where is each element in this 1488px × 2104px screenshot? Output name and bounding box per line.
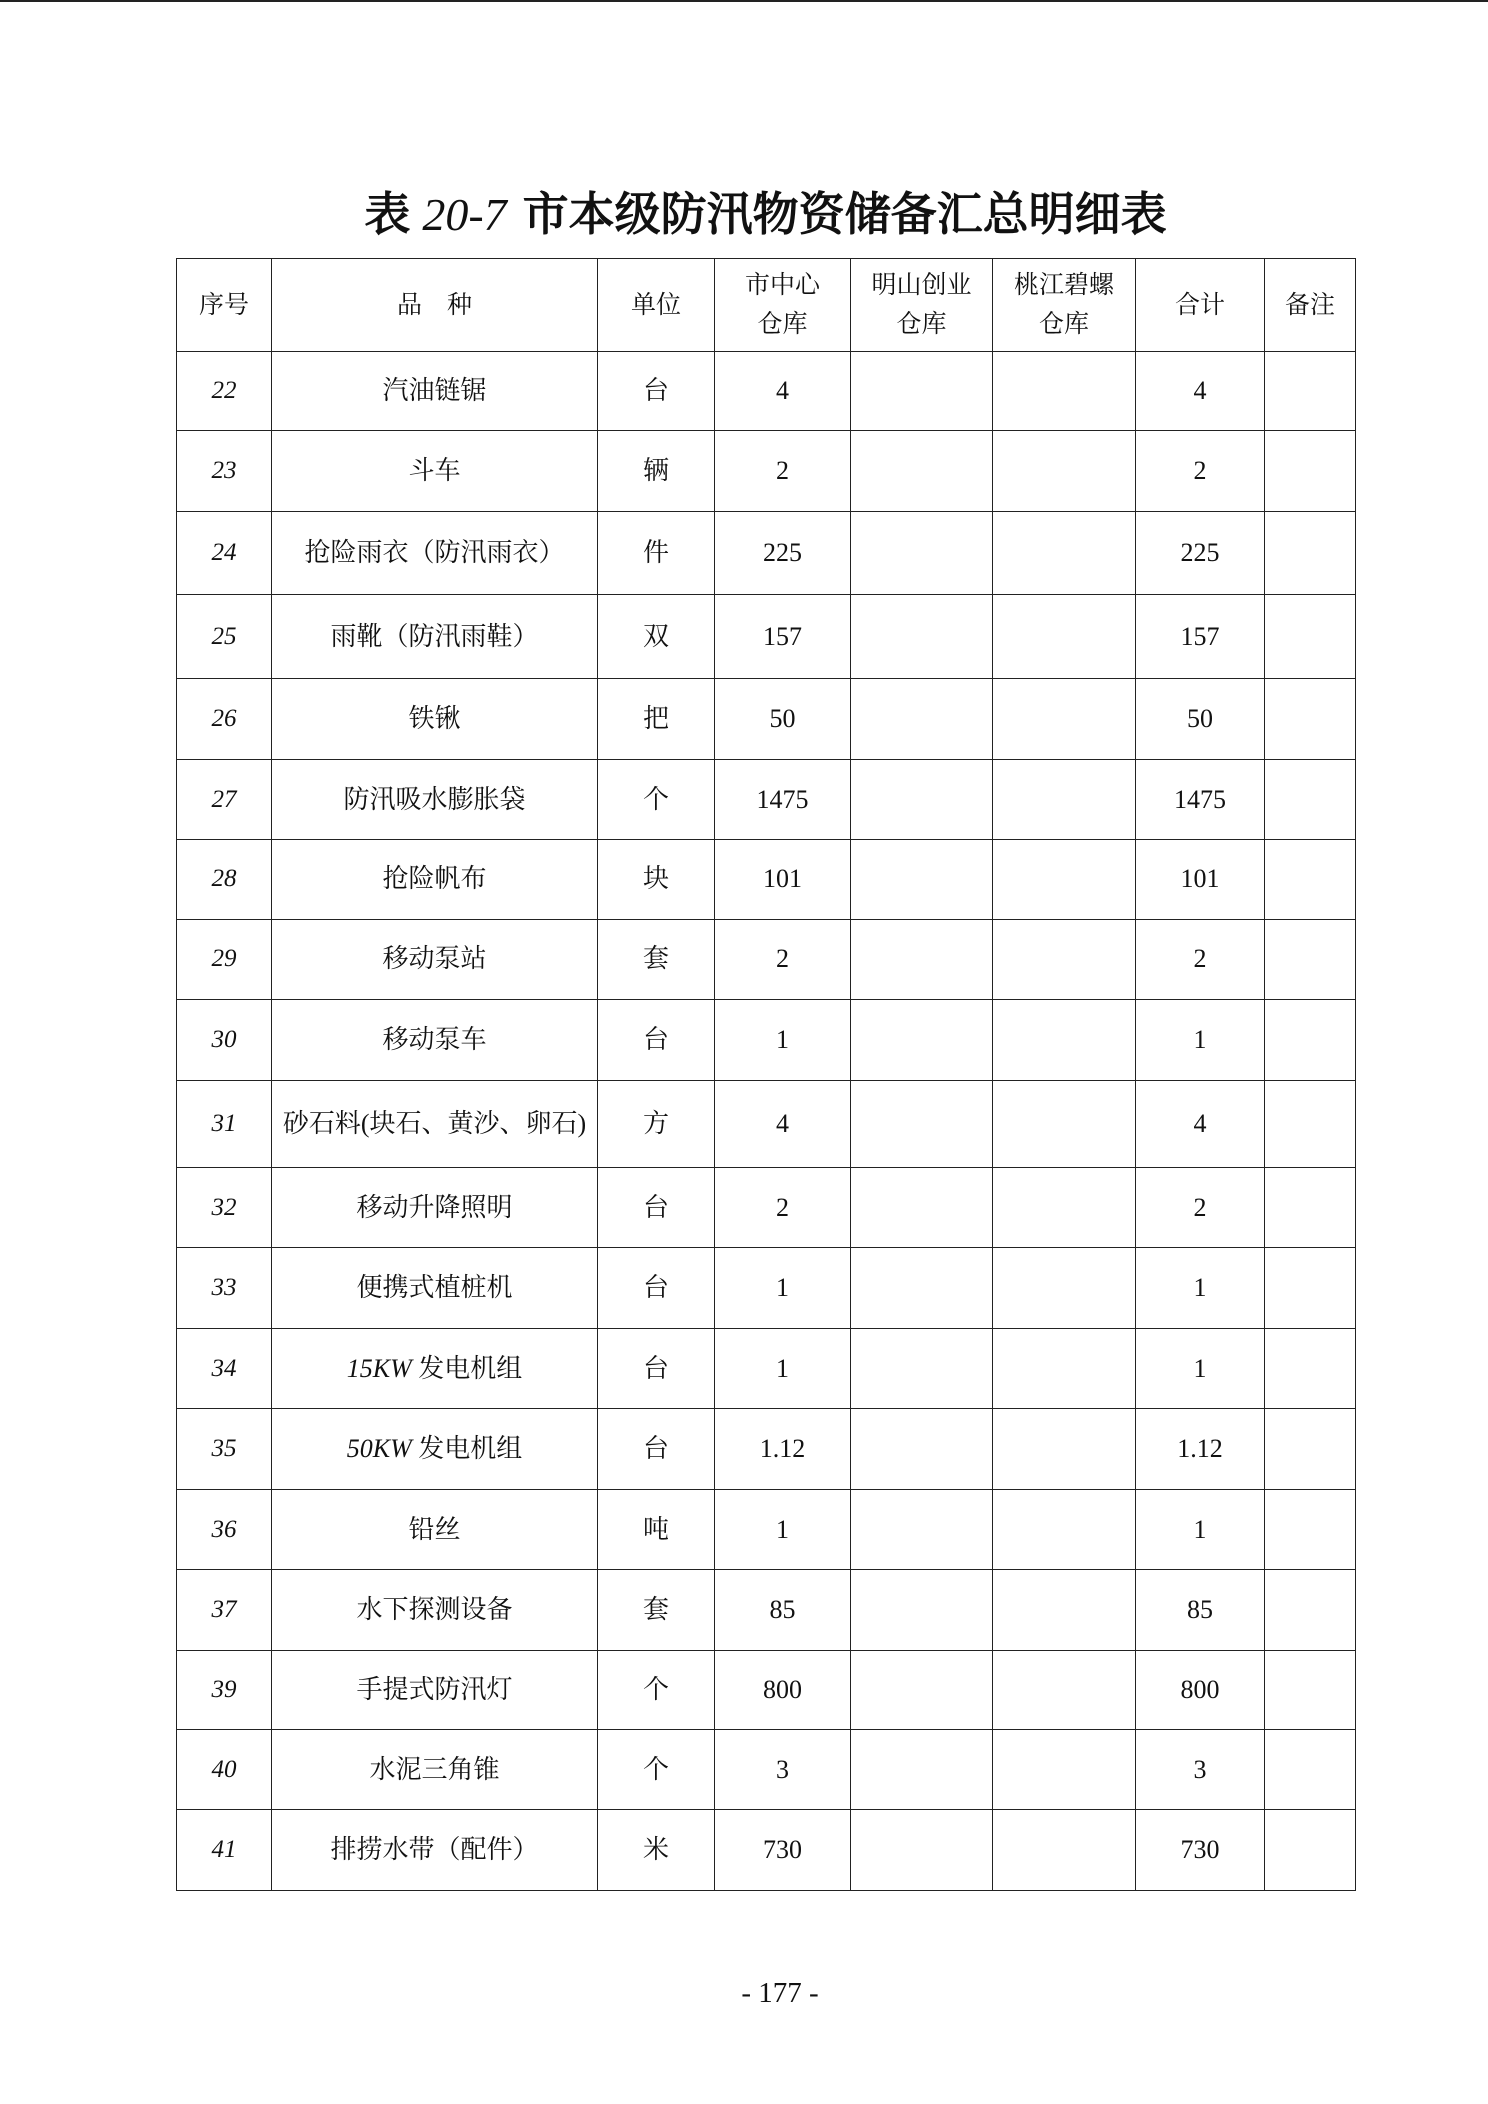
taojiang-warehouse-cell [993, 594, 1136, 679]
total-cell: 225 [1136, 511, 1265, 594]
total-cell: 1 [1136, 1248, 1265, 1329]
taojiang-warehouse-cell [993, 1650, 1136, 1729]
unit-cell: 件 [598, 511, 715, 594]
table-row [177, 1729, 1356, 1810]
title-text: 市本级防汛物资储备汇总明细表 [522, 189, 1167, 240]
total-cell: 157 [1136, 594, 1265, 679]
total-cell: 2 [1136, 919, 1265, 1000]
unit-cell: 台 [598, 1248, 715, 1329]
city-center-warehouse-cell: 4 [715, 352, 851, 431]
unit-cell: 套 [598, 1570, 715, 1651]
remark-cell [1265, 1729, 1356, 1810]
header-unit: 单位 [598, 259, 715, 352]
unit-cell: 个 [598, 1729, 715, 1810]
table-row [177, 352, 1356, 431]
city-center-warehouse-cell: 2 [715, 919, 851, 1000]
mingshan-warehouse-cell [851, 1570, 993, 1651]
taojiang-warehouse-cell [993, 1729, 1136, 1810]
table-row [177, 594, 1356, 679]
row-number-cell: 36 [177, 1489, 272, 1570]
taojiang-warehouse-cell [993, 1489, 1136, 1570]
header-taojiang-warehouse: 桃江碧螺 仓库 [993, 259, 1136, 352]
city-center-warehouse-cell: 800 [715, 1650, 851, 1729]
total-cell: 1475 [1136, 759, 1265, 840]
remark-cell [1265, 919, 1356, 1000]
item-name-cell: 便携式植桩机 [272, 1248, 598, 1329]
taojiang-warehouse-cell [993, 919, 1136, 1000]
item-name-cell: 50KW 发电机组 [272, 1409, 598, 1490]
mingshan-warehouse-cell [851, 919, 993, 1000]
mingshan-warehouse-cell [851, 1650, 993, 1729]
mingshan-warehouse-cell [851, 1810, 993, 1891]
total-cell: 1 [1136, 1489, 1265, 1570]
total-cell: 101 [1136, 840, 1265, 919]
row-number-cell: 24 [177, 511, 272, 594]
mingshan-warehouse-cell [851, 1328, 993, 1409]
mingshan-warehouse-cell [851, 1167, 993, 1248]
title-prefix: 表 [364, 189, 411, 240]
mingshan-warehouse-cell [851, 1729, 993, 1810]
mingshan-warehouse-cell [851, 1489, 993, 1570]
header-mingshan-warehouse: 明山创业 仓库 [851, 259, 993, 352]
item-name-cell: 排捞水带（配件） [272, 1810, 598, 1891]
row-number-cell: 35 [177, 1409, 272, 1490]
taojiang-warehouse-cell [993, 352, 1136, 431]
taojiang-warehouse-cell [993, 1248, 1136, 1329]
page-number: - 177 - [741, 1977, 819, 2009]
row-number-cell: 31 [177, 1080, 272, 1167]
remark-cell [1265, 759, 1356, 840]
city-center-warehouse-cell: 1475 [715, 759, 851, 840]
city-center-warehouse-cell: 157 [715, 594, 851, 679]
total-cell: 1 [1136, 1000, 1265, 1081]
top-rule [0, 0, 1488, 2]
remark-cell [1265, 1570, 1356, 1651]
unit-cell: 台 [598, 352, 715, 431]
table-row [177, 1167, 1356, 1248]
remark-cell [1265, 1489, 1356, 1570]
row-number-cell: 29 [177, 919, 272, 1000]
total-cell: 4 [1136, 352, 1265, 431]
row-number-cell: 27 [177, 759, 272, 840]
taojiang-warehouse-cell [993, 1080, 1136, 1167]
table-title [176, 184, 1355, 246]
unit-cell: 吨 [598, 1489, 715, 1570]
total-cell: 3 [1136, 1729, 1265, 1810]
item-name-cell: 砂石料(块石、黄沙、卵石) [272, 1080, 598, 1167]
mingshan-warehouse-cell [851, 431, 993, 512]
mingshan-warehouse-cell [851, 511, 993, 594]
remark-cell [1265, 352, 1356, 431]
total-cell: 4 [1136, 1080, 1265, 1167]
remark-cell [1265, 594, 1356, 679]
table-row [177, 759, 1356, 840]
total-cell: 1 [1136, 1328, 1265, 1409]
unit-cell: 个 [598, 1650, 715, 1729]
city-center-warehouse-cell: 3 [715, 1729, 851, 1810]
row-number-cell: 34 [177, 1328, 272, 1409]
mingshan-warehouse-cell [851, 1080, 993, 1167]
unit-cell: 台 [598, 1167, 715, 1248]
item-name-cell: 15KW 发电机组 [272, 1328, 598, 1409]
remark-cell [1265, 1328, 1356, 1409]
taojiang-warehouse-cell [993, 1328, 1136, 1409]
taojiang-warehouse-cell [993, 679, 1136, 760]
total-cell: 2 [1136, 431, 1265, 512]
table-row [177, 840, 1356, 919]
remark-cell [1265, 1000, 1356, 1081]
taojiang-warehouse-cell [993, 840, 1136, 919]
mingshan-warehouse-cell [851, 759, 993, 840]
mingshan-warehouse-cell [851, 1000, 993, 1081]
item-name-cell: 铁锹 [272, 679, 598, 760]
title-table-number: 20-7 [422, 189, 507, 240]
table-body [177, 352, 1356, 1891]
table-row [177, 1328, 1356, 1409]
total-cell: 2 [1136, 1167, 1265, 1248]
item-name-cell: 抢险雨衣（防汛雨衣） [272, 511, 598, 594]
city-center-warehouse-cell: 1.12 [715, 1409, 851, 1490]
city-center-warehouse-cell: 2 [715, 1167, 851, 1248]
city-center-warehouse-cell: 225 [715, 511, 851, 594]
unit-cell: 把 [598, 679, 715, 760]
row-number-cell: 25 [177, 594, 272, 679]
row-number-cell: 41 [177, 1810, 272, 1891]
remark-cell [1265, 1409, 1356, 1490]
row-number-cell: 37 [177, 1570, 272, 1651]
remark-cell [1265, 679, 1356, 760]
row-number-cell: 26 [177, 679, 272, 760]
unit-cell: 辆 [598, 431, 715, 512]
header-remark: 备注 [1265, 259, 1356, 352]
city-center-warehouse-cell: 101 [715, 840, 851, 919]
remark-cell [1265, 1248, 1356, 1329]
table-row [177, 679, 1356, 760]
taojiang-warehouse-cell [993, 1570, 1136, 1651]
total-cell: 50 [1136, 679, 1265, 760]
header-item: 品 种 [272, 259, 598, 352]
mingshan-warehouse-cell [851, 352, 993, 431]
mingshan-warehouse-cell [851, 1248, 993, 1329]
mingshan-warehouse-cell [851, 1409, 993, 1490]
taojiang-warehouse-cell [993, 1000, 1136, 1081]
mingshan-warehouse-cell [851, 840, 993, 919]
item-name-cell: 雨靴（防汛雨鞋） [272, 594, 598, 679]
table-row [177, 1570, 1356, 1651]
item-name-cell: 抢险帆布 [272, 840, 598, 919]
table-row [177, 1409, 1356, 1490]
table-row [177, 1080, 1356, 1167]
remark-cell [1265, 1650, 1356, 1729]
city-center-warehouse-cell: 4 [715, 1080, 851, 1167]
city-center-warehouse-cell: 85 [715, 1570, 851, 1651]
supplies-detail-table [176, 258, 1356, 1891]
total-cell: 800 [1136, 1650, 1265, 1729]
remark-cell [1265, 431, 1356, 512]
row-number-cell: 23 [177, 431, 272, 512]
table-row [177, 1810, 1356, 1891]
unit-cell: 块 [598, 840, 715, 919]
table-row [177, 1650, 1356, 1729]
row-number-cell: 22 [177, 352, 272, 431]
item-name-cell: 移动泵站 [272, 919, 598, 1000]
unit-cell: 双 [598, 594, 715, 679]
item-name-cell: 铅丝 [272, 1489, 598, 1570]
header-row-number: 序号 [177, 259, 272, 352]
header-row [177, 259, 1356, 352]
mingshan-warehouse-cell [851, 594, 993, 679]
table-row [177, 1000, 1356, 1081]
row-number-cell: 33 [177, 1248, 272, 1329]
unit-cell: 台 [598, 1409, 715, 1490]
unit-cell: 米 [598, 1810, 715, 1891]
remark-cell [1265, 1080, 1356, 1167]
city-center-warehouse-cell: 730 [715, 1810, 851, 1891]
taojiang-warehouse-cell [993, 1409, 1136, 1490]
unit-cell: 台 [598, 1328, 715, 1409]
taojiang-warehouse-cell [993, 1810, 1136, 1891]
unit-cell: 台 [598, 1000, 715, 1081]
table-row [177, 919, 1356, 1000]
item-name-cell: 斗车 [272, 431, 598, 512]
row-number-cell: 28 [177, 840, 272, 919]
header-city-center-warehouse: 市中心 仓库 [715, 259, 851, 352]
item-name-cell: 手提式防汛灯 [272, 1650, 598, 1729]
taojiang-warehouse-cell [993, 431, 1136, 512]
table-row [177, 1248, 1356, 1329]
unit-cell: 个 [598, 759, 715, 840]
city-center-warehouse-cell: 1 [715, 1248, 851, 1329]
remark-cell [1265, 511, 1356, 594]
total-cell: 1.12 [1136, 1409, 1265, 1490]
mingshan-warehouse-cell [851, 679, 993, 760]
header-total: 合计 [1136, 259, 1265, 352]
item-name-cell: 水泥三角锥 [272, 1729, 598, 1810]
total-cell: 85 [1136, 1570, 1265, 1651]
total-cell: 730 [1136, 1810, 1265, 1891]
city-center-warehouse-cell: 1 [715, 1489, 851, 1570]
table-row [177, 511, 1356, 594]
item-name-cell: 移动泵车 [272, 1000, 598, 1081]
city-center-warehouse-cell: 1 [715, 1000, 851, 1081]
item-name-cell: 水下探测设备 [272, 1570, 598, 1651]
item-name-cell: 汽油链锯 [272, 352, 598, 431]
table-header [177, 259, 1356, 352]
row-number-cell: 30 [177, 1000, 272, 1081]
row-number-cell: 40 [177, 1729, 272, 1810]
table-row [177, 431, 1356, 512]
taojiang-warehouse-cell [993, 759, 1136, 840]
taojiang-warehouse-cell [993, 1167, 1136, 1248]
row-number-cell: 39 [177, 1650, 272, 1729]
item-name-cell: 移动升降照明 [272, 1167, 598, 1248]
unit-cell: 套 [598, 919, 715, 1000]
remark-cell [1265, 1810, 1356, 1891]
remark-cell [1265, 1167, 1356, 1248]
taojiang-warehouse-cell [993, 511, 1136, 594]
city-center-warehouse-cell: 2 [715, 431, 851, 512]
item-name-cell: 防汛吸水膨胀袋 [272, 759, 598, 840]
city-center-warehouse-cell: 50 [715, 679, 851, 760]
table-row [177, 1489, 1356, 1570]
remark-cell [1265, 840, 1356, 919]
city-center-warehouse-cell: 1 [715, 1328, 851, 1409]
unit-cell: 方 [598, 1080, 715, 1167]
row-number-cell: 32 [177, 1167, 272, 1248]
